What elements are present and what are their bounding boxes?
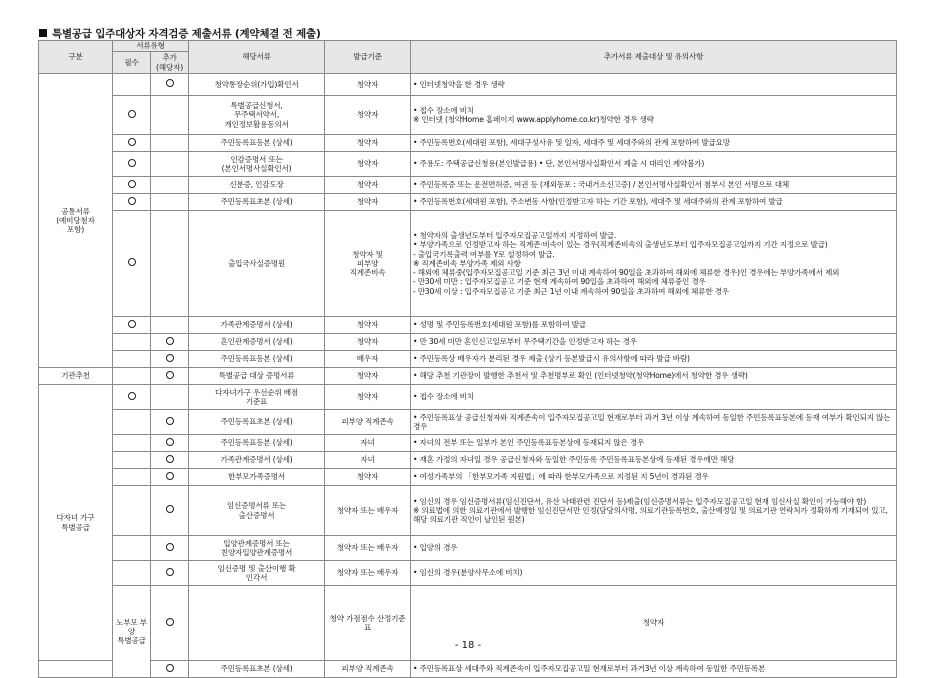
circle-mark-icon [166,618,174,626]
additional-cell [151,435,189,452]
circle-mark-icon [128,258,136,266]
additional-cell [151,74,189,96]
notes-cell: • 해당 추천 기관장이 발행한 추천서 및 추천명부로 확인 (인터넷청약(청약Home)에서 청약한 경우 생략) [411,368,897,385]
required-cell [113,211,151,317]
notes-cell: • 임신의 경우 임신증명서류(임신진단서, 유산 낙태관련 진단서 등)제출(임신증명서류는 입주자모집공고일 현재 임신사실 확인이 가능해야 함) ※ 의료법에 의한 의료기관에서 발행한 임신진단서만 인정(담당의사명, 의료기관등록번호, 출산예정일 및 의료기관 연락처가 정확하게 기재되어 있고, 해당 의료기관 직인이 날인된 원본) [411,486,897,536]
required-cell [113,435,151,452]
additional-cell [151,661,189,678]
header-document: 해당서류 [189,41,325,74]
doc-cell: 인감증명서 또는 (본인서명사실확인서) [189,152,325,177]
doc-cell: 출입국사실증명원 [189,211,325,317]
doc-cell: 주민등록표초본 (상세) [189,410,325,435]
circle-mark-icon [166,472,174,480]
notes-cell: • 여성가족부의 「한부모가족 지원법」에 따라 한부모가족으로 지정된 지 5년이 경과된 경우 [411,469,897,486]
circle-mark-icon [128,180,136,188]
group-common: 공통서류 (예비당첨자 포함) [39,74,113,368]
issuer-cell: 청약자 및 피부양 직계존비속 [325,211,411,317]
issuer-cell: 청약자 또는 배우자 [325,536,411,561]
required-cell [113,96,151,135]
notes-cell: • 주민등록번호(세대원 포함), 주소변동 사항(인정받고자 하는 기간 포함), 세대주 및 세대주와의 관계 포함하여 발급 [411,194,897,211]
additional-cell [151,368,189,385]
required-cell [113,385,151,410]
circle-mark-icon [128,197,136,205]
issuer-cell: 청약자 또는 배우자 [325,486,411,536]
doc-cell: 가족관계증명서 (상세) [189,452,325,469]
required-cell [113,317,151,334]
circle-mark-icon [166,354,174,362]
notes-cell: • 만 30세 미만 혼인신고일로부터 무주택기간을 인정받고자 하는 경우 [411,334,897,351]
header-required: 필수 [113,52,151,74]
required-cell [113,561,151,586]
circle-mark-icon [128,110,136,118]
issuer-cell: 청약자 [325,334,411,351]
additional-cell [151,96,189,135]
notes-cell: • 주민등록증 또는 운전면허증, 여권 등 (재외동포 : 국내거소신고증) / 본인서명사실확인서 첨부시 본인 서명으로 대체 [411,177,897,194]
issuer-cell: 청약자 [325,385,411,410]
required-cell [113,177,151,194]
additional-cell [151,469,189,486]
notes-cell: • 주민등록상 배우자가 분리된 경우 제출 (상기 등본발급시 유의사항에 따라 발급 바람) [411,351,897,368]
circle-mark-icon [166,568,174,576]
additional-cell [151,152,189,177]
issuer-cell: 청약자 [325,317,411,334]
documents-table [38,40,897,678]
circle-mark-icon [166,337,174,345]
issuer-cell: 청약자 [325,368,411,385]
circle-mark-icon [128,320,136,328]
issuer-cell: 청약자 [325,194,411,211]
doc-cell: 주민등록표초본 (상세) [189,194,325,211]
doc-cell: 가족관계증명서 (상세) [189,317,325,334]
additional-cell [151,317,189,334]
required-cell [113,469,151,486]
additional-cell [151,410,189,435]
circle-mark-icon [166,371,174,379]
circle-mark-icon [128,159,136,167]
header-doc-type: 서류유형 [113,41,189,52]
doc-cell: 특별공급신청서, 무주택서약서, 개인정보활용동의서 [189,96,325,135]
required-cell [113,410,151,435]
notes-cell: • 주용도: 주택공급신청용(본인발급용) • 단, 본인서명사실확인서 제출 시 대리인 계약불가) [411,152,897,177]
circle-mark-icon [128,392,136,400]
additional-cell [151,385,189,410]
header-additional: 추가 (해당자) [151,52,189,74]
notes-cell: • 자녀의 전부 또는 일부가 본인 주민등록표등본상에 등재되지 않은 경우 [411,435,897,452]
doc-cell: 임신증명서류 또는 출산증명서 [189,486,325,536]
additional-cell [151,334,189,351]
circle-mark-icon [166,543,174,551]
doc-cell: 주민등록표등본 (상세) [189,435,325,452]
doc-cell: 특별공급 대상 증명서류 [189,368,325,385]
additional-cell [151,194,189,211]
notes-cell: • 접수 장소에 비치 [411,385,897,410]
circle-mark-icon [166,455,174,463]
additional-cell [151,486,189,536]
issuer-cell: 청약자 [411,586,897,661]
issuer-cell: 청약자 [325,74,411,96]
required-cell [113,536,151,561]
circle-mark-icon [166,417,174,425]
required-cell [39,661,113,678]
circle-mark-icon [166,505,174,513]
doc-cell: 주민등록표등본 (상세) [189,135,325,152]
notes-cell: • 인터넷청약을 한 경우 생략 [411,74,897,96]
required-cell [113,368,151,385]
group-agency: 기관추천 [39,368,113,385]
required-cell [113,351,151,368]
issuer-cell: 청약자 [325,152,411,177]
doc-cell: 신분증, 인감도장 [189,177,325,194]
issuer-cell: 청약자 [325,96,411,135]
circle-mark-icon [166,664,174,672]
notes-cell: • 재혼 가정의 자녀일 경우 공급신청자와 동일한 주민등록 주민등록표등본상에 등재된 경우에만 해당 [411,452,897,469]
required-cell [113,74,151,96]
issuer-cell: 피부양 직계존속 [325,410,411,435]
issuer-cell: 청약자 [325,469,411,486]
header-issuer: 발급기준 [325,41,411,74]
notes-cell: • 접수 장소에 비치 ※ 인터넷 (청약Home 홈페이지 www.applyhome.co.kr)청약한 경우 생략 [411,96,897,135]
additional-cell [151,211,189,317]
required-cell [113,452,151,469]
notes-cell: • 주민등록표상 세대주와 직계존속이 입주자모집공고일 현재로부터 과거3년 이상 계속하여 동일한 주민등록본 [411,661,897,678]
issuer-cell: 청약자 [325,135,411,152]
doc-cell: 청약통장순위(가입)확인서 [189,74,325,96]
issuer-cell: 피부양 직계존속 [325,661,411,678]
additional-cell [151,351,189,368]
circle-mark-icon [166,79,174,87]
doc-cell: 혼인관계증명서 (상세) [189,334,325,351]
page-number: - 18 - [454,640,482,651]
required-cell [113,194,151,211]
circle-mark-icon [166,438,174,446]
section-title-text: 특별공급 입주대상자 자격검증 제출서류 (계약체결 전 제출) [52,28,321,40]
additional-cell [151,135,189,152]
issuer-cell: 청약자 [325,177,411,194]
notes-cell: • 임신의 경우(분양사무소에 비치) [411,561,897,586]
issuer-cell: 청약자 또는 배우자 [325,561,411,586]
notes-cell: • 입양의 경우 [411,536,897,561]
required-cell [113,135,151,152]
section-title [39,26,321,41]
doc-cell: 입양관계증명서 또는 친양자입양관계증명서 [189,536,325,561]
header-notes: 추가서류 제출대상 및 유의사항 [411,41,897,74]
notes-cell: • 주민등록번호(세대원 포함), 세대구성사유 및 일자, 세대주 및 세대주와의 관계 포함하여 발급요망 [411,135,897,152]
header-gubun: 구분 [39,41,113,74]
doc-cell: 임신증명 및 출산이행 확 인각서 [189,561,325,586]
issuer-cell: 자녀 [325,452,411,469]
required-cell [113,486,151,536]
circle-mark-icon [128,138,136,146]
notes-cell: • 청약자의 출생년도부터 입주자모집공고일까지 지정하여 발급. • 부양가족으로 인정받고자 하는 직계존·비속이 있는 경우(직계존비속의 출생년도부터 입주자모집공고일까지 기간 지정으로 발급) - 출입국기록출력 여부를 Y로 설정하여 발급. ※ 직계존비속 부양가족 제외 사항 - 해외에 체류중(입주자모집공고일 기준 최근 3년 이내 계속하여 90일을 초과하여 해외에 체류한 경우)인 경우에는 부양가족에서 제외 - 만30세 미만 : 입주자모집공고 기준 현재 계속하여 90일을 초과하여 해외에 체류중인 경우 - 만30세 이상 : 입주자모집공고 기준 최근 1년 이내 계속하여 90일을 초과하여 해외에 체류한 경우 [411,211,897,317]
required-cell [113,334,151,351]
doc-cell: 다자녀가구 우선순위 배점 기준표 [189,385,325,410]
group-multichild: 다자녀 가구 특별공급 [39,385,113,661]
required-cell [113,152,151,177]
issuer-cell: 자녀 [325,435,411,452]
doc-cell: 청약 가점점수 산정기준표 [325,586,411,661]
doc-cell: 주민등록표초본 (상세) [189,661,325,678]
group-elderly: 노부모 부양 특별공급 [113,586,151,678]
notes-cell: • 주민등록표상 공급신청자와 직계존속이 입주자모집공고일 현재로부터 과거 3년 이상 계속하여 동일한 주민등록표등본에 등재 여부가 확인되지 않는 경우 [411,410,897,435]
additional-cell [151,177,189,194]
additional-cell [151,561,189,586]
notes-cell: • 성명 및 주민등록번호(세대원 포함)를 포함하여 발급 [411,317,897,334]
additional-cell [151,536,189,561]
issuer-cell: 배우자 [325,351,411,368]
doc-cell: 주민등록표등본 (상세) [189,351,325,368]
doc-cell: 한부모가족증명서 [189,469,325,486]
square-bullet-icon [39,29,47,37]
additional-cell [151,452,189,469]
